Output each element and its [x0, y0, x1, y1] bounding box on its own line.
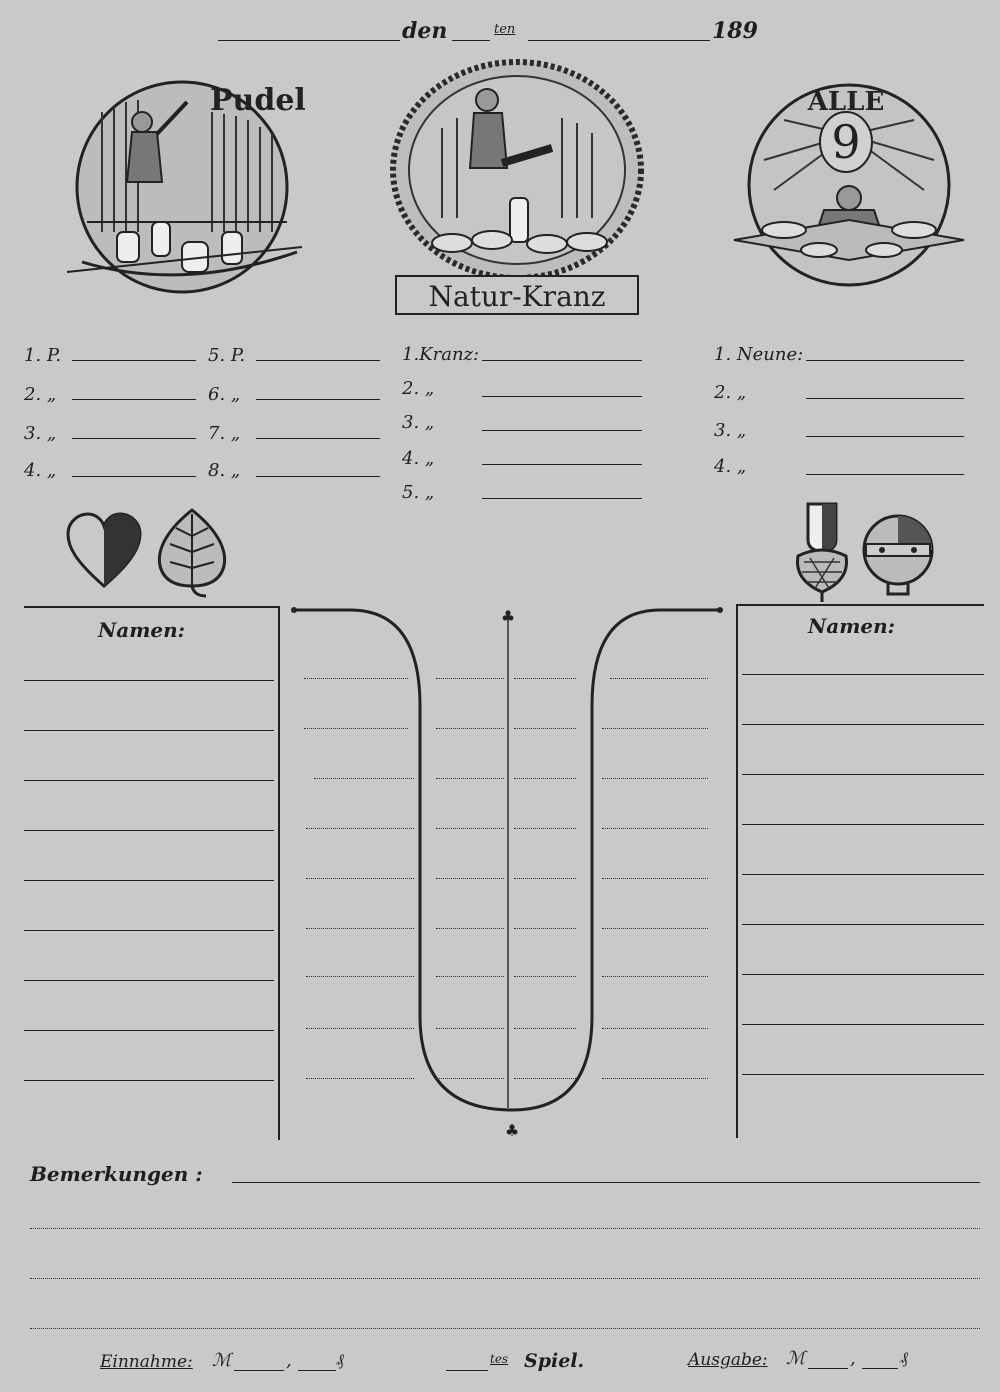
- remarks-line-3[interactable]: [30, 1278, 980, 1279]
- score-inner-right-4[interactable]: [514, 828, 576, 829]
- score-outer-right-3[interactable]: [602, 778, 708, 779]
- neune-label-3: 3. „: [714, 420, 747, 441]
- game-number-field[interactable]: [446, 1370, 488, 1371]
- score-inner-left-7[interactable]: [436, 976, 504, 977]
- game-label: Spiel.: [524, 1350, 585, 1372]
- kranz-field-5[interactable]: [482, 498, 642, 499]
- kranz-label-3: 3. „: [402, 412, 435, 433]
- game-sup: tes: [490, 1352, 509, 1366]
- score-inner-left-9[interactable]: [436, 1078, 504, 1079]
- alle-neune-title: ALLE: [807, 87, 885, 117]
- pudel-label-8: 8. „: [208, 460, 241, 481]
- score-outer-left-8[interactable]: [306, 1028, 414, 1029]
- right-names-heading: Namen:: [808, 614, 896, 638]
- income-currency: ℳ: [212, 1350, 232, 1371]
- score-inner-right-5[interactable]: [514, 878, 576, 879]
- score-outer-left-6[interactable]: [306, 928, 414, 929]
- score-outer-left-7[interactable]: [306, 976, 414, 977]
- pudel-label-6: 6. „: [208, 384, 241, 405]
- score-inner-left-3[interactable]: [436, 778, 504, 779]
- pudel-label-3: 3. „: [24, 423, 57, 444]
- kranz-field-2[interactable]: [482, 396, 642, 397]
- income-sep: ,: [286, 1350, 292, 1371]
- remarks-line-2[interactable]: [30, 1228, 980, 1229]
- right-name-line-6[interactable]: [742, 924, 984, 925]
- score-inner-right-3[interactable]: [514, 778, 576, 779]
- score-inner-left-5[interactable]: [436, 878, 504, 879]
- left-name-line-4[interactable]: [24, 830, 274, 831]
- income-pf-field[interactable]: [298, 1370, 336, 1371]
- right-name-line-9[interactable]: [742, 1074, 984, 1075]
- left-name-line-7[interactable]: [24, 980, 274, 981]
- score-outer-left-1[interactable]: [304, 678, 408, 679]
- expense-label: Ausgabe:: [688, 1350, 768, 1370]
- right-name-line-4[interactable]: [742, 824, 984, 825]
- neune-label-1: 1. Neune:: [714, 344, 804, 365]
- natur-kranz-title: Natur-Kranz: [428, 280, 606, 313]
- score-outer-right-7[interactable]: [602, 976, 708, 977]
- left-names-top-rule: [24, 606, 278, 608]
- kranz-field-4[interactable]: [482, 464, 642, 465]
- score-outer-left-9[interactable]: [306, 1078, 414, 1079]
- pudel-label-7: 7. „: [208, 423, 241, 444]
- score-inner-right-6[interactable]: [514, 928, 576, 929]
- month-field[interactable]: [528, 40, 710, 41]
- score-inner-right-2[interactable]: [514, 728, 576, 729]
- left-name-line-6[interactable]: [24, 930, 274, 931]
- acorn-icon: [790, 500, 854, 604]
- right-name-line-3[interactable]: [742, 774, 984, 775]
- expense-sep: ,: [850, 1348, 856, 1369]
- ten-label: ten: [494, 22, 516, 37]
- pudel-field-7[interactable]: [256, 438, 380, 439]
- score-outer-right-8[interactable]: [602, 1028, 708, 1029]
- day-number-field[interactable]: [452, 40, 490, 41]
- right-names-top-rule: [736, 604, 984, 606]
- score-outer-left-5[interactable]: [306, 878, 414, 879]
- score-inner-left-1[interactable]: [436, 678, 504, 679]
- pudel-field-5[interactable]: [256, 360, 380, 361]
- income-label: Einnahme:: [100, 1352, 193, 1372]
- left-names-heading: Namen:: [98, 618, 186, 642]
- left-name-line-9[interactable]: [24, 1080, 274, 1081]
- score-outer-right-9[interactable]: [602, 1078, 708, 1079]
- neune-field-4[interactable]: [806, 474, 964, 475]
- pudel-label-4: 4. „: [24, 460, 57, 481]
- left-name-line-5[interactable]: [24, 880, 274, 881]
- score-outer-left-3[interactable]: [314, 778, 414, 779]
- day-field[interactable]: [218, 40, 400, 41]
- pudel-emblem-illustration: [62, 72, 312, 302]
- score-inner-right-8[interactable]: [514, 1028, 576, 1029]
- neune-field-2[interactable]: [806, 398, 964, 399]
- svg-text:♣: ♣: [500, 607, 516, 626]
- kranz-field-1[interactable]: [482, 360, 642, 361]
- left-name-line-2[interactable]: [24, 730, 274, 731]
- score-outer-right-5[interactable]: [602, 878, 708, 879]
- kranz-label-5: 5. „: [402, 482, 435, 503]
- score-outer-right-4[interactable]: [602, 828, 708, 829]
- expense-currency: ℳ: [786, 1348, 806, 1369]
- neune-field-1[interactable]: [806, 360, 964, 361]
- remarks-label: Bemerkungen :: [30, 1162, 203, 1186]
- remarks-line-1[interactable]: [232, 1182, 980, 1183]
- neune-field-3[interactable]: [806, 436, 964, 437]
- year-label: 189: [712, 18, 758, 44]
- kranz-label-4: 4. „: [402, 448, 435, 469]
- den-label: den: [402, 18, 448, 44]
- svg-text:♣: ♣: [504, 1121, 520, 1140]
- score-inner-left-6[interactable]: [436, 928, 504, 929]
- kranz-label-1: 1.Kranz:: [402, 344, 480, 365]
- income-mark-field[interactable]: [234, 1370, 284, 1371]
- leaf-icon: [152, 506, 232, 602]
- alle-neune-emblem-illustration: [724, 80, 974, 310]
- expense-pf-field[interactable]: [862, 1368, 898, 1369]
- left-name-line-3[interactable]: [24, 780, 274, 781]
- right-name-line-1[interactable]: [742, 674, 984, 675]
- alle-neune-number: 9: [831, 115, 861, 169]
- score-inner-right-1[interactable]: [514, 678, 576, 679]
- pudel-field-1[interactable]: [72, 360, 196, 361]
- right-name-line-2[interactable]: [742, 724, 984, 725]
- neune-label-2: 2. „: [714, 382, 747, 403]
- left-name-line-1[interactable]: [24, 680, 274, 681]
- pudel-title: Pudel: [210, 83, 306, 118]
- score-inner-right-7[interactable]: [514, 976, 576, 977]
- pudel-field-6[interactable]: [256, 399, 380, 400]
- pudel-field-2[interactable]: [72, 399, 196, 400]
- natur-kranz-emblem-illustration: [382, 58, 652, 324]
- kranz-label-2: 2. „: [402, 378, 435, 399]
- score-inner-left-2[interactable]: [436, 728, 504, 729]
- right-names-divider: [736, 604, 738, 1138]
- expense-mark-field[interactable]: [808, 1368, 848, 1369]
- pudel-label-5: 5. P.: [208, 345, 246, 366]
- pudel-label-1: 1. P.: [24, 345, 62, 366]
- pudel-field-4[interactable]: [72, 476, 196, 477]
- right-name-line-8[interactable]: [742, 1024, 984, 1025]
- score-outer-right-2[interactable]: [602, 728, 708, 729]
- expense-pf: ₰: [900, 1348, 908, 1367]
- score-inner-right-9[interactable]: [514, 1078, 576, 1079]
- score-inner-left-8[interactable]: [436, 1028, 504, 1029]
- heart-icon: [64, 510, 144, 590]
- bell-icon: [858, 512, 938, 598]
- right-name-line-5[interactable]: [742, 874, 984, 875]
- right-name-line-7[interactable]: [742, 974, 984, 975]
- score-outer-left-4[interactable]: [306, 828, 414, 829]
- kranz-field-3[interactable]: [482, 430, 642, 431]
- neune-label-4: 4. „: [714, 456, 747, 477]
- pudel-field-8[interactable]: [256, 476, 380, 477]
- pudel-field-3[interactable]: [72, 438, 196, 439]
- remarks-line-4[interactable]: [30, 1328, 980, 1329]
- score-outer-right-1[interactable]: [610, 678, 708, 679]
- score-inner-left-4[interactable]: [436, 828, 504, 829]
- income-pf: ₰: [336, 1350, 344, 1369]
- score-outer-left-2[interactable]: [304, 728, 408, 729]
- score-outer-right-6[interactable]: [602, 928, 708, 929]
- pudel-label-2: 2. „: [24, 384, 57, 405]
- left-name-line-8[interactable]: [24, 1030, 274, 1031]
